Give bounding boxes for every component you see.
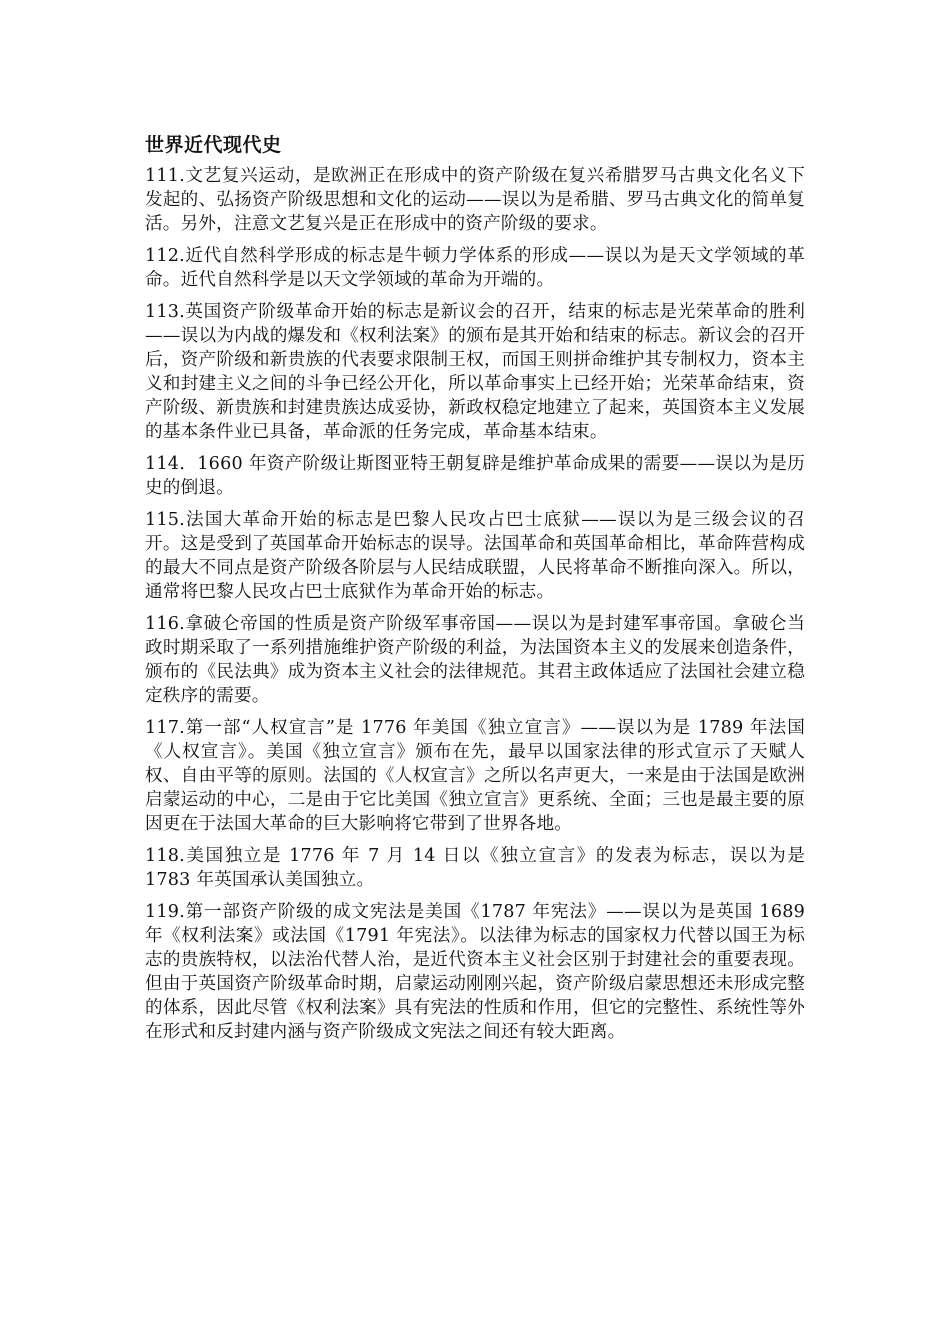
paragraph-118: 118.美国独立是 1776 年 7 月 14 日以《独立宣言》的发表为标志，误以为是 1783 年英国承认美国独立。 [145,846,805,890]
paragraph-116: 116.拿破仑帝国的性质是资产阶级军事帝国——误以为是封建军事帝国。拿破仑当政时期采取了一系列措施维护资产阶级的利益，为法国资本主义的发展来创造条件，颁布的《民法典》成为资本主义社会的法律规范。其君主政体适应了法国社会建立稳定秩序的需要。 [145,614,805,706]
paragraph-111: 111.文艺复兴运动，是欧洲正在形成中的资产阶级在复兴希腊罗马古典文化名义下发起的、弘扬资产阶级思想和文化的运动——误以为是希腊、罗马古典文化的简单复活。另外，注意文艺复兴是正在形成中的资产阶级的要求。 [145,166,805,234]
paragraph-112: 112.近代自然科学形成的标志是牛顿力学体系的形成——误以为是天文学领域的革命。近代自然科学是以天文学领域的革命为开端的。 [145,246,805,290]
paragraph-113: 113.英国资产阶级革命开始的标志是新议会的召开，结束的标志是光荣革命的胜利——误以为内战的爆发和《权利法案》的颁布是其开始和结束的标志。新议会的召开后，资产阶级和新贵族的代表要求限制王权，而国王则拼命维护其专制权力，资本主义和封建主义之间的斗争已经公开化，所以革命事实上已经开始；光荣革命结束，资产阶级、新贵族和封建贵族达成妥协，新政权稳定地建立了起来，英国资本主义发展的基本条件业已具备，革命派的任务完成，革命基本结束。 [145,302,805,442]
paragraph-119: 119.第一部资产阶级的成文宪法是美国《1787 年宪法》——误以为是英国 1689 年《权利法案》或法国《1791 年宪法》。以法律为标志的国家权力代替以国王为标志的贵族特权，以法治代替人治，是近代资本主义社会区别于封建社会的重要表现。但由于英国资产阶级革命时期，启蒙运动刚刚兴起，资产阶级启蒙思想还未形成完整的体系，因此尽管《权利法案》具有宪法的性质和作用，但它的完整性、系统性等外在形式和反封建内涵与资产阶级成文宪法之间还有较大距离。 [145,902,805,1042]
paragraph-114: 114．1660 年资产阶级让斯图亚特王朝复辟是维护革命成果的需要——误以为是历史的倒退。 [145,454,805,498]
paragraph-117: 117.第一部“人权宣言”是 1776 年美国《独立宣言》——误以为是 1789 年法国《人权宣言》。美国《独立宣言》颁布在先，最早以国家法律的形式宣示了天赋人权、自由平等的原则。法国的《人权宣言》之所以名声更大，一来是由于法国是欧洲启蒙运动的中心，二是由于它比美国《独立宣言》更系统、全面；三也是最主要的原因更在于法国大革命的巨大影响将它带到了世界各地。 [145,718,805,834]
document-title: 世界近代现代史 [145,134,282,156]
paragraph-115: 115.法国大革命开始的标志是巴黎人民攻占巴士底狱——误以为是三级会议的召开。这是受到了英国革命开始标志的误导。法国革命和英国革命相比，革命阵营构成的最大不同点是资产阶级各阶层与人民结成联盟，人民将革命不断推向深入。所以，通常将巴黎人民攻占巴士底狱作为革命开始的标志。 [145,510,805,602]
document-page [145,130,805,1052]
